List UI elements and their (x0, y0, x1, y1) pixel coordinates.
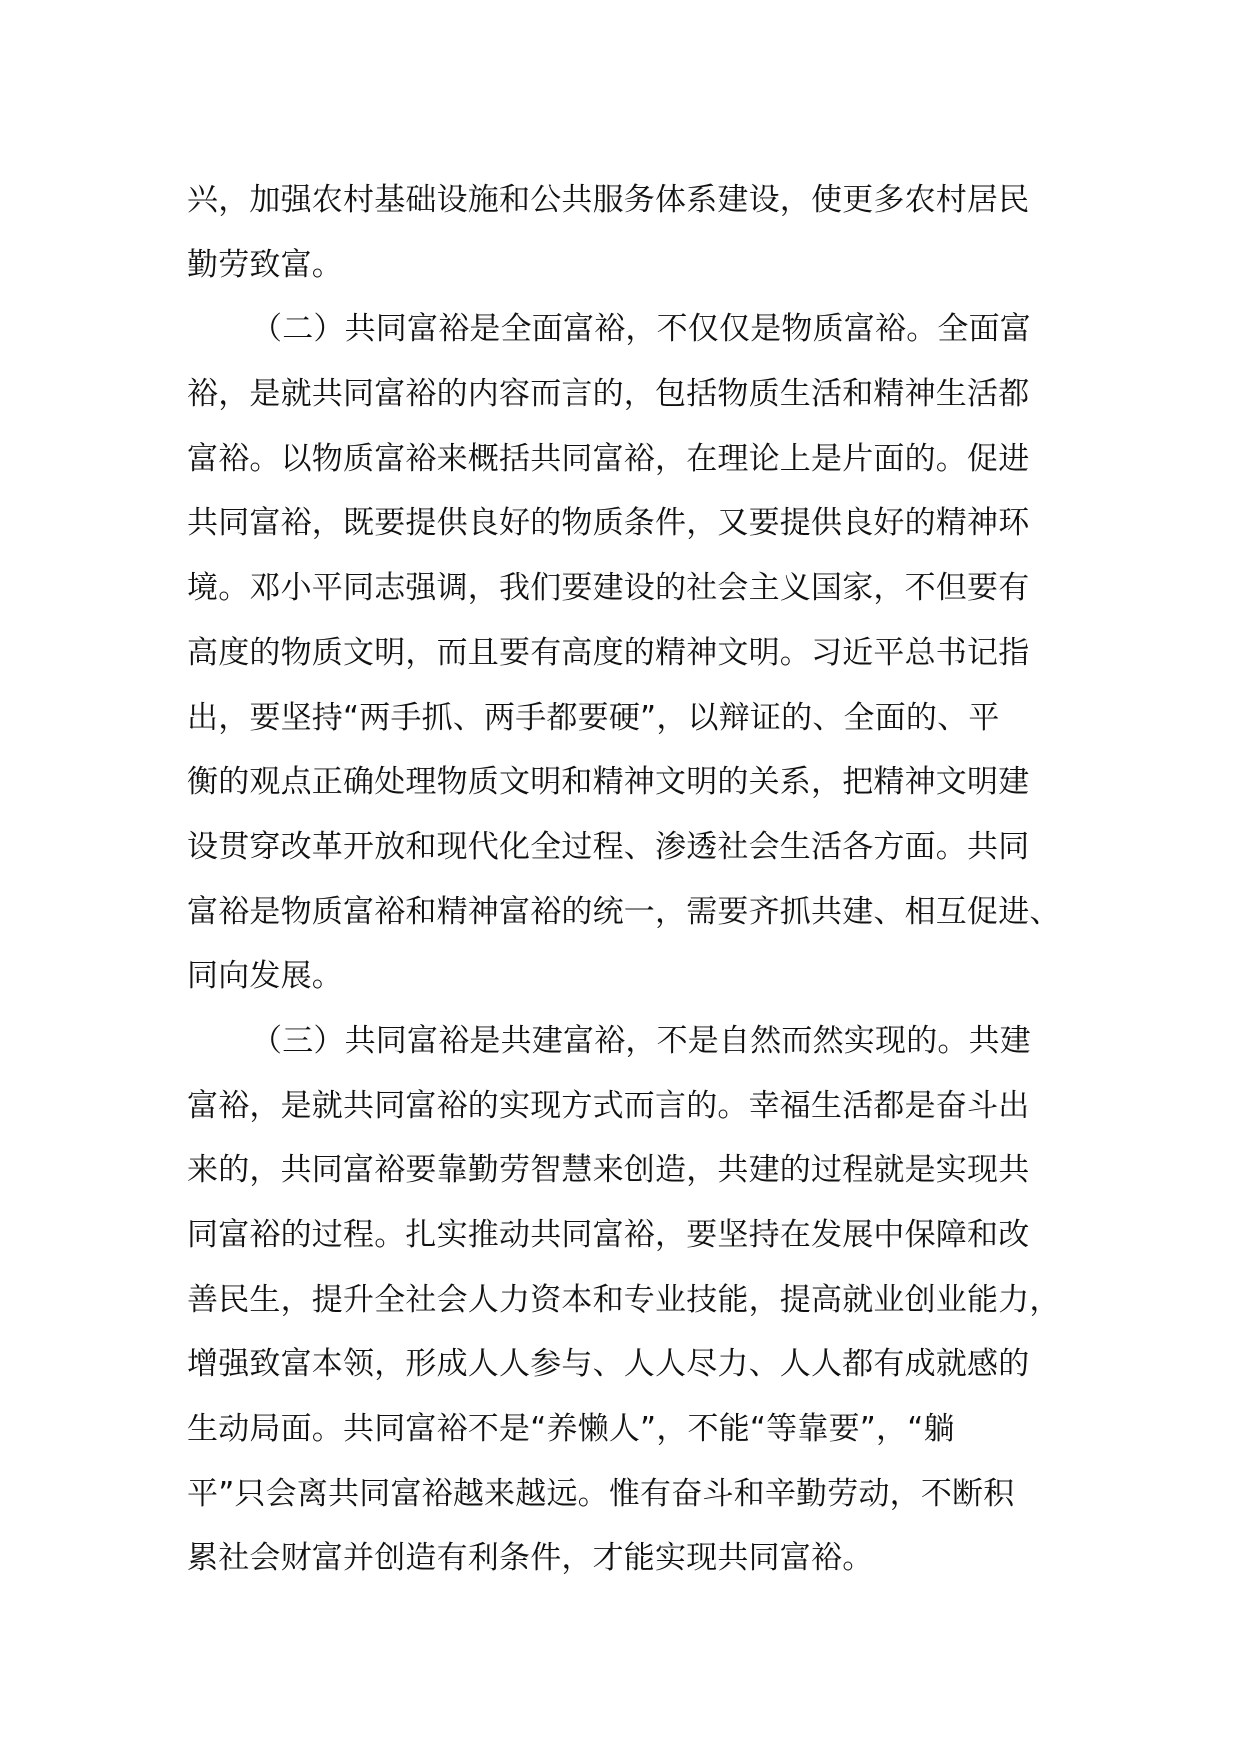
paragraph-first-line: （三）共同富裕是共建富裕，不是自然而然实现的。共建 (251, 1022, 1031, 1059)
text-line: 富裕是物质富裕和精神富裕的统一，需要齐抓共建、相互促进、 (187, 893, 1061, 930)
text-line: 富裕。以物质富裕来概括共同富裕，在理论上是片面的。促进 (187, 440, 1030, 477)
text-line: 共同富裕，既要提供良好的物质条件，又要提供良好的精神环 (187, 505, 1030, 542)
paragraph-first-line: （二）共同富裕是全面富裕，不仅仅是物质富裕。全面富 (251, 311, 1031, 348)
text-line: 勤劳致富。 (187, 246, 343, 283)
text-line: 来的，共同富裕要靠勤劳智慧来创造，共建的过程就是实现共 (187, 1152, 1030, 1189)
text-line: 同富裕的过程。扎实推动共同富裕，要坚持在发展中保障和改 (187, 1217, 1030, 1253)
text-line: 境。邓小平同志强调，我们要建设的社会主义国家，不但要有 (187, 570, 1030, 607)
text-line: 善民生，提升全社会人力资本和专业技能，提高就业创业能力， (187, 1281, 1061, 1318)
text-line: 平”只会离共同富裕越来越远。惟有奋斗和辛勤劳动，不断积 (187, 1475, 1015, 1512)
text-line: 富裕，是就共同富裕的实现方式而言的。幸福生活都是奋斗出 (187, 1087, 1030, 1124)
body-text (187, 168, 1087, 1591)
text-line: 累社会财富并创造有利条件，才能实现共同富裕。 (187, 1540, 874, 1577)
text-line: 裕，是就共同富裕的内容而言的，包括物质生活和精神生活都 (187, 376, 1030, 413)
text-line: 同向发展。 (187, 958, 343, 995)
text-line: 生动局面。共同富裕不是“养懒人”，不能“等靠要”，“躺 (187, 1411, 955, 1448)
text-line: 设贯穿改革开放和现代化全过程、渗透社会生活各方面。共同 (187, 828, 1030, 865)
text-line: 高度的物质文明，而且要有高度的精神文明。习近平总书记指 (187, 634, 1030, 671)
text-line: 增强致富本领，形成人人参与、人人尽力、人人都有成就感的 (187, 1346, 1030, 1383)
text-line: 衡的观点正确处理物质文明和精神文明的关系，把精神文明建 (187, 764, 1030, 801)
text-line: 出，要坚持“两手抓、两手都要硬”，以辩证的、全面的、平 (187, 699, 1000, 736)
text-line: 兴，加强农村基础设施和公共服务体系建设，使更多农村居民 (187, 182, 1030, 218)
